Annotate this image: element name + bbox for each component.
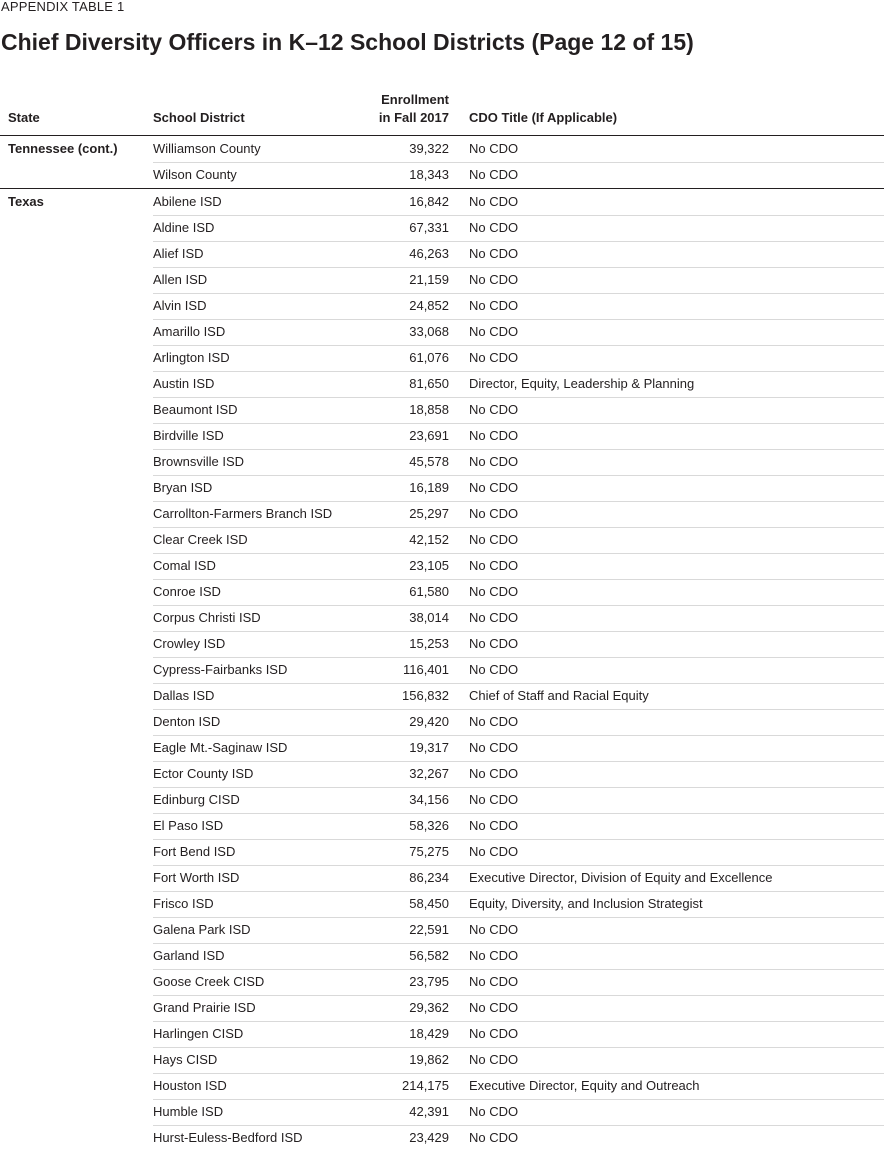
table-row <box>0 839 884 865</box>
district-name: Hurst-Euless-Bedford ISD <box>153 1130 303 1145</box>
table-row <box>0 397 884 423</box>
cdo-title: No CDO <box>469 766 519 781</box>
table-row <box>0 631 884 657</box>
district-name: Corpus Christi ISD <box>153 610 261 625</box>
district-name: Cypress-Fairbanks ISD <box>153 662 288 677</box>
table-row <box>0 162 884 188</box>
enrollment-value: 23,429 <box>409 1130 449 1145</box>
enrollment-value: 46,263 <box>409 246 449 261</box>
enrollment-value: 21,159 <box>409 272 449 287</box>
enrollment-value: 39,322 <box>409 141 449 156</box>
cdo-title: Equity, Diversity, and Inclusion Strategist <box>469 896 703 911</box>
enrollment-value: 19,862 <box>409 1052 449 1067</box>
table-row <box>0 189 884 215</box>
cdo-table <box>0 88 884 1151</box>
table-row <box>0 735 884 761</box>
district-name: Grand Prairie ISD <box>153 1000 256 1015</box>
table-row <box>0 605 884 631</box>
table-row <box>0 501 884 527</box>
district-name: Garland ISD <box>153 948 225 963</box>
enrollment-value: 15,253 <box>409 636 449 651</box>
enrollment-value: 56,582 <box>409 948 449 963</box>
enrollment-value: 25,297 <box>409 506 449 521</box>
cdo-title: No CDO <box>469 480 519 495</box>
enrollment-value: 116,401 <box>402 662 449 677</box>
enrollment-value: 23,795 <box>409 974 449 989</box>
enrollment-value: 33,068 <box>409 324 449 339</box>
district-name: Goose Creek CISD <box>153 974 265 989</box>
table-row <box>0 475 884 501</box>
cdo-title: No CDO <box>469 558 519 573</box>
cdo-title: No CDO <box>469 610 519 625</box>
page-title: Chief Diversity Officers in K–12 School Districts (Page 12 of 15) <box>1 29 694 55</box>
header-cdo-title: CDO Title (If Applicable) <box>469 110 618 125</box>
table-body <box>0 136 884 1151</box>
enrollment-value: 58,450 <box>409 896 449 911</box>
district-name: Carrollton-Farmers Branch ISD <box>153 506 333 521</box>
cdo-title: No CDO <box>469 636 519 651</box>
table-row <box>0 345 884 371</box>
enrollment-value: 34,156 <box>409 792 449 807</box>
district-name: Birdville ISD <box>153 428 224 443</box>
table-row <box>0 1047 884 1073</box>
cdo-title: No CDO <box>469 454 519 469</box>
table-row <box>0 241 884 267</box>
cdo-title: No CDO <box>469 506 519 521</box>
cdo-title: No CDO <box>469 1130 519 1145</box>
district-name: Clear Creek ISD <box>153 532 248 547</box>
header-state: State <box>8 110 40 125</box>
table-row <box>0 136 884 162</box>
district-name: El Paso ISD <box>153 818 224 833</box>
header-district: School District <box>153 110 245 125</box>
cdo-title: No CDO <box>469 298 519 313</box>
district-name: Ector County ISD <box>153 766 254 781</box>
enrollment-value: 16,842 <box>409 194 449 209</box>
cdo-title: No CDO <box>469 272 519 287</box>
cdo-title: No CDO <box>469 402 519 417</box>
cdo-title: No CDO <box>469 350 519 365</box>
enrollment-value: 38,014 <box>409 610 449 625</box>
table-row <box>0 761 884 787</box>
header-enrollment-line1: Enrollment <box>381 92 449 107</box>
cdo-title: No CDO <box>469 1026 519 1041</box>
enrollment-value: 18,429 <box>409 1026 449 1041</box>
cdo-title: No CDO <box>469 1104 519 1119</box>
cdo-title: No CDO <box>469 584 519 599</box>
district-name: Hays CISD <box>153 1052 218 1067</box>
district-name: Williamson County <box>153 141 261 156</box>
district-name: Dallas ISD <box>153 688 215 703</box>
enrollment-value: 58,326 <box>409 818 449 833</box>
table-row <box>0 423 884 449</box>
district-name: Wilson County <box>153 167 237 182</box>
table-row <box>0 995 884 1021</box>
enrollment-value: 45,578 <box>409 454 449 469</box>
district-name: Galena Park ISD <box>153 922 251 937</box>
cdo-title: No CDO <box>469 194 519 209</box>
cdo-title: Executive Director, Division of Equity and Excellence <box>469 870 773 885</box>
enrollment-value: 23,691 <box>409 428 449 443</box>
table-row <box>0 657 884 683</box>
district-name: Arlington ISD <box>153 350 230 365</box>
district-name: Humble ISD <box>153 1104 224 1119</box>
cdo-title: No CDO <box>469 167 519 182</box>
enrollment-value: 81,650 <box>409 376 449 391</box>
cdo-title: Director, Equity, Leadership & Planning <box>469 376 695 391</box>
cdo-title: No CDO <box>469 1052 519 1067</box>
district-name: Denton ISD <box>153 714 221 729</box>
table-row <box>0 371 884 397</box>
state-group <box>0 136 884 189</box>
district-name: Alief ISD <box>153 246 204 261</box>
enrollment-value: 23,105 <box>409 558 449 573</box>
enrollment-value: 22,591 <box>409 922 449 937</box>
enrollment-value: 16,189 <box>409 480 449 495</box>
table-row <box>0 527 884 553</box>
district-name: Harlingen CISD <box>153 1026 244 1041</box>
header-enrollment-line2: in Fall 2017 <box>378 110 449 125</box>
state-name: Tennessee (cont.) <box>8 141 118 156</box>
district-name: Edinburg CISD <box>153 792 240 807</box>
table-row <box>0 267 884 293</box>
cdo-title: No CDO <box>469 141 519 156</box>
table-row <box>0 943 884 969</box>
cdo-title: No CDO <box>469 714 519 729</box>
enrollment-value: 24,852 <box>409 298 449 313</box>
district-name: Crowley ISD <box>153 636 226 651</box>
table-row <box>0 1099 884 1125</box>
enrollment-value: 86,234 <box>409 870 449 885</box>
district-name: Brownsville ISD <box>153 454 245 469</box>
district-name: Aldine ISD <box>153 220 215 235</box>
enrollment-value: 18,858 <box>409 402 449 417</box>
enrollment-value: 32,267 <box>409 766 449 781</box>
cdo-title: No CDO <box>469 974 519 989</box>
table-row <box>0 579 884 605</box>
cdo-title: No CDO <box>469 740 519 755</box>
cdo-title: No CDO <box>469 220 519 235</box>
table-row <box>0 319 884 345</box>
district-name: Beaumont ISD <box>153 402 238 417</box>
cdo-title: No CDO <box>469 662 519 677</box>
cdo-title: No CDO <box>469 246 519 261</box>
cdo-title: No CDO <box>469 792 519 807</box>
district-name: Austin ISD <box>153 376 215 391</box>
cdo-title: No CDO <box>469 818 519 833</box>
table-row <box>0 813 884 839</box>
table-row <box>0 1073 884 1099</box>
table-row <box>0 215 884 241</box>
state-name: Texas <box>8 194 44 209</box>
enrollment-value: 18,343 <box>409 167 449 182</box>
cdo-title: No CDO <box>469 428 519 443</box>
district-name: Frisco ISD <box>153 896 214 911</box>
district-name: Alvin ISD <box>153 298 207 313</box>
enrollment-value: 61,076 <box>409 350 449 365</box>
district-name: Eagle Mt.-Saginaw ISD <box>153 740 288 755</box>
enrollment-value: 42,391 <box>409 1104 449 1119</box>
enrollment-value: 19,317 <box>409 740 449 755</box>
district-name: Houston ISD <box>153 1078 227 1093</box>
enrollment-value: 29,420 <box>409 714 449 729</box>
table-row <box>0 683 884 709</box>
table-row <box>0 553 884 579</box>
cdo-title: No CDO <box>469 844 519 859</box>
cdo-title: No CDO <box>469 948 519 963</box>
district-name: Amarillo ISD <box>153 324 226 339</box>
district-name: Abilene ISD <box>153 194 222 209</box>
table-row <box>0 787 884 813</box>
table-row <box>0 917 884 943</box>
table-row <box>0 865 884 891</box>
enrollment-value: 61,580 <box>409 584 449 599</box>
state-group <box>0 189 884 1151</box>
district-name: Conroe ISD <box>153 584 221 599</box>
table-row <box>0 293 884 319</box>
district-name: Bryan ISD <box>153 480 213 495</box>
enrollment-value: 75,275 <box>409 844 449 859</box>
table-row <box>0 449 884 475</box>
cdo-title: No CDO <box>469 532 519 547</box>
enrollment-value: 42,152 <box>409 532 449 547</box>
cdo-title: No CDO <box>469 324 519 339</box>
table-row <box>0 891 884 917</box>
enrollment-value: 156,832 <box>402 688 449 703</box>
enrollment-value: 29,362 <box>409 1000 449 1015</box>
header-enrollment <box>379 91 449 127</box>
district-name: Fort Bend ISD <box>153 844 236 859</box>
table-row <box>0 1021 884 1047</box>
district-name: Allen ISD <box>153 272 208 287</box>
table-row <box>0 969 884 995</box>
table-row <box>0 709 884 735</box>
enrollment-value: 67,331 <box>409 220 449 235</box>
cdo-title: No CDO <box>469 922 519 937</box>
appendix-label: APPENDIX TABLE 1 <box>1 0 125 14</box>
table-header <box>0 88 884 136</box>
district-name: Fort Worth ISD <box>153 870 240 885</box>
enrollment-value: 214,175 <box>402 1078 449 1093</box>
cdo-title: Executive Director, Equity and Outreach <box>469 1078 700 1093</box>
cdo-title: No CDO <box>469 1000 519 1015</box>
table-row <box>0 1125 884 1151</box>
cdo-title: Chief of Staff and Racial Equity <box>469 688 649 703</box>
district-name: Comal ISD <box>153 558 216 573</box>
